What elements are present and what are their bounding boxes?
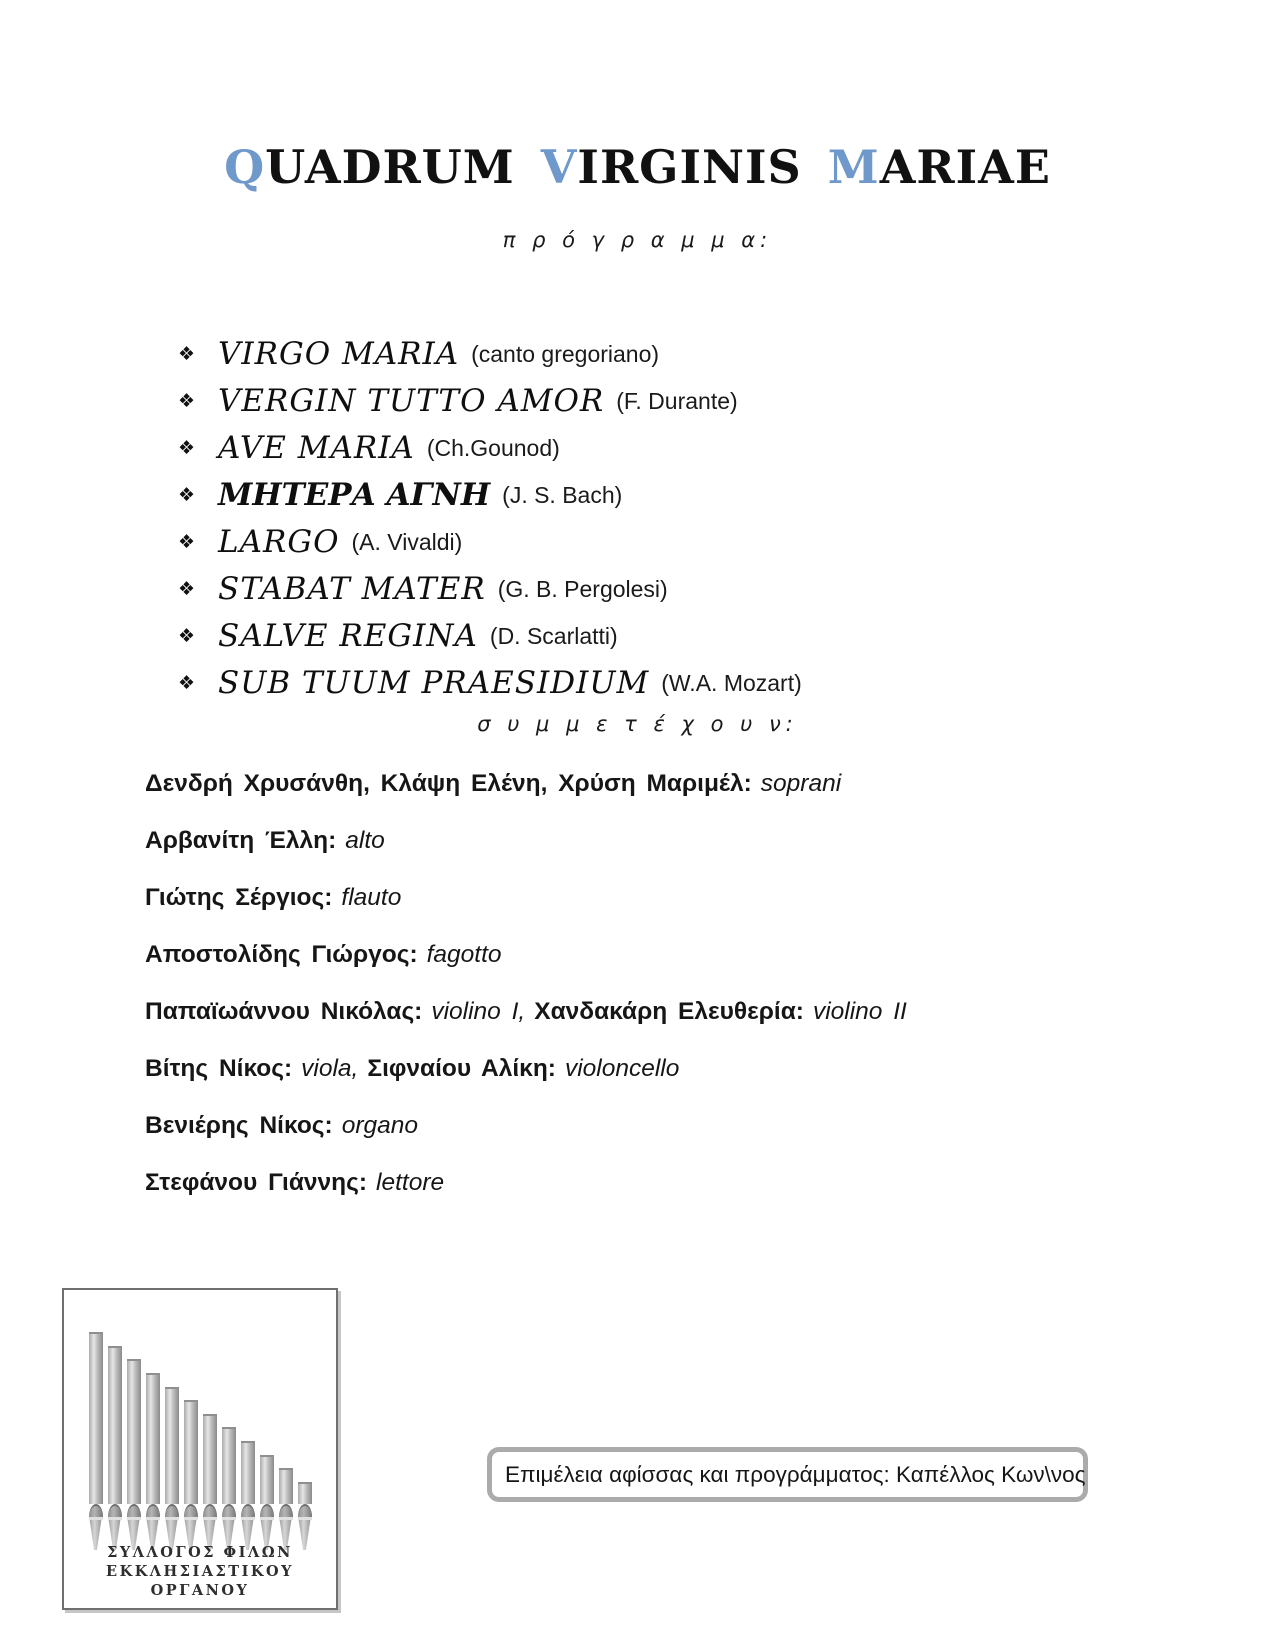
performers-list bbox=[145, 770, 916, 1226]
title-rest: ARIAE bbox=[879, 140, 1051, 194]
performer-role: viola, bbox=[301, 1055, 359, 1082]
diamond-bullet-icon: ❖ bbox=[178, 578, 196, 600]
title-word bbox=[541, 140, 802, 194]
logo-caption-line: ΣΥΛΛΟΓΟΣ ΦΙΛΩΝ bbox=[107, 1544, 293, 1561]
piece-title: VIRGO MARIA bbox=[218, 336, 460, 372]
piece-title: ΜΗΤΕΡΑ ΑΓΝΗ bbox=[218, 477, 491, 513]
diamond-bullet-icon: ❖ bbox=[178, 390, 196, 412]
performer-role: flauto bbox=[341, 884, 402, 911]
program-item bbox=[178, 477, 802, 513]
performer-name: Αποστολίδης Γιώργος: bbox=[145, 941, 418, 968]
performer-line bbox=[145, 884, 916, 912]
page-title bbox=[0, 140, 1275, 194]
performer-line bbox=[145, 1112, 916, 1140]
piece-composer: (G. B. Pergolesi) bbox=[497, 575, 668, 602]
diamond-bullet-icon: ❖ bbox=[178, 437, 196, 459]
performer-role: soprani bbox=[760, 770, 842, 797]
title-initial: M bbox=[827, 140, 880, 194]
title-rest: UADRUM bbox=[265, 140, 515, 194]
piece-composer: (F. Durante) bbox=[616, 387, 738, 414]
organ-pipe bbox=[165, 1387, 179, 1550]
performer-role: lettore bbox=[376, 1169, 445, 1196]
piece-composer: (canto gregoriano) bbox=[471, 340, 660, 367]
piece-title: STABAT MATER bbox=[218, 571, 486, 607]
performer-name: Βενιέρης Νίκος: bbox=[145, 1112, 333, 1139]
performer-role: organo bbox=[341, 1112, 418, 1139]
credit-text: Επιμέλεια αφίσσας και προγράμματος: Καπέλλος Κων\νος bbox=[505, 1461, 1086, 1487]
performer-name: Σιφναίου Αλίκη: bbox=[367, 1055, 556, 1082]
performer-name: Παπαϊωάννου Νικόλας: bbox=[145, 998, 423, 1025]
performer-role: violino I, bbox=[431, 998, 526, 1025]
organ-pipe bbox=[89, 1332, 103, 1550]
performer-line bbox=[145, 998, 916, 1026]
organ-pipes-icon bbox=[64, 1334, 336, 1550]
piece-title: VERGIN TUTTO AMOR bbox=[218, 383, 605, 419]
program-item bbox=[178, 618, 802, 654]
program-item bbox=[178, 430, 802, 466]
piece-composer: (J. S. Bach) bbox=[502, 481, 623, 508]
title-word bbox=[828, 140, 1051, 194]
organ-pipe bbox=[298, 1482, 312, 1550]
performer-name: Αρβανίτη Έλλη: bbox=[145, 827, 337, 854]
performer-name: Δενδρή Χρυσάνθη, Κλάψη Ελένη, Χρύση Μαριμέλ: bbox=[145, 770, 752, 797]
performer-name: Βίτης Νίκος: bbox=[145, 1055, 293, 1082]
piece-composer: (D. Scarlatti) bbox=[489, 622, 618, 649]
performer-role: violoncello bbox=[564, 1055, 680, 1082]
organ-pipe bbox=[260, 1455, 274, 1550]
program-item bbox=[178, 336, 802, 372]
program-item bbox=[178, 665, 802, 701]
piece-title: SUB TUUM PRAESIDIUM bbox=[218, 665, 650, 701]
performer-role: fagotto bbox=[426, 941, 502, 968]
organ-pipe bbox=[203, 1414, 217, 1550]
program-item bbox=[178, 571, 802, 607]
organ-pipe bbox=[222, 1427, 236, 1550]
diamond-bullet-icon: ❖ bbox=[178, 531, 196, 553]
title-initial: V bbox=[540, 140, 578, 194]
piece-title: LARGO bbox=[218, 524, 340, 560]
program-label: π ρ ό γ ρ α μ μ α: bbox=[502, 228, 773, 252]
piece-composer: (W.A. Mozart) bbox=[661, 669, 802, 696]
title-word bbox=[224, 140, 515, 194]
logo-caption bbox=[64, 1543, 336, 1600]
organ-pipe bbox=[241, 1441, 255, 1550]
performer-name: Γιώτης Σέργιος: bbox=[145, 884, 333, 911]
performer-line bbox=[145, 827, 916, 855]
diamond-bullet-icon: ❖ bbox=[178, 343, 196, 365]
performer-line bbox=[145, 1055, 916, 1083]
organ-pipe bbox=[184, 1400, 198, 1550]
diamond-bullet-icon: ❖ bbox=[178, 672, 196, 694]
credit-box bbox=[487, 1447, 1088, 1502]
piece-title: AVE MARIA bbox=[218, 430, 415, 466]
performer-role: violino II bbox=[812, 998, 907, 1025]
performer-line bbox=[145, 770, 916, 798]
piece-composer: (Ch.Gounod) bbox=[426, 434, 560, 461]
piece-title: SALVE REGINA bbox=[218, 618, 478, 654]
organ-society-logo bbox=[62, 1288, 338, 1610]
organ-pipe bbox=[108, 1346, 122, 1550]
performer-name: Χανδακάρη Ελευθερία: bbox=[534, 998, 804, 1025]
program-item bbox=[178, 383, 802, 419]
diamond-bullet-icon: ❖ bbox=[178, 484, 196, 506]
program-list bbox=[178, 336, 802, 712]
title-rest: IRGINIS bbox=[577, 140, 802, 194]
diamond-bullet-icon: ❖ bbox=[178, 625, 196, 647]
performer-line bbox=[145, 1169, 916, 1197]
program-item bbox=[178, 524, 802, 560]
logo-caption-line: ΟΡΓΑΝΟΥ bbox=[150, 1582, 250, 1599]
piece-composer: (A. Vivaldi) bbox=[351, 528, 463, 555]
performer-name: Στεφάνου Γιάννης: bbox=[145, 1169, 368, 1196]
logo-caption-line: ΕΚΚΛΗΣΙΑΣΤΙΚΟΥ bbox=[106, 1563, 294, 1580]
organ-pipe bbox=[146, 1373, 160, 1550]
performer-line bbox=[145, 941, 916, 969]
performer-role: alto bbox=[345, 827, 385, 854]
organ-pipe bbox=[279, 1468, 293, 1550]
participants-label: σ υ μ μ ε τ έ χ ο υ ν: bbox=[477, 712, 798, 736]
title-initial: Q bbox=[224, 140, 266, 194]
organ-pipe bbox=[127, 1359, 141, 1550]
